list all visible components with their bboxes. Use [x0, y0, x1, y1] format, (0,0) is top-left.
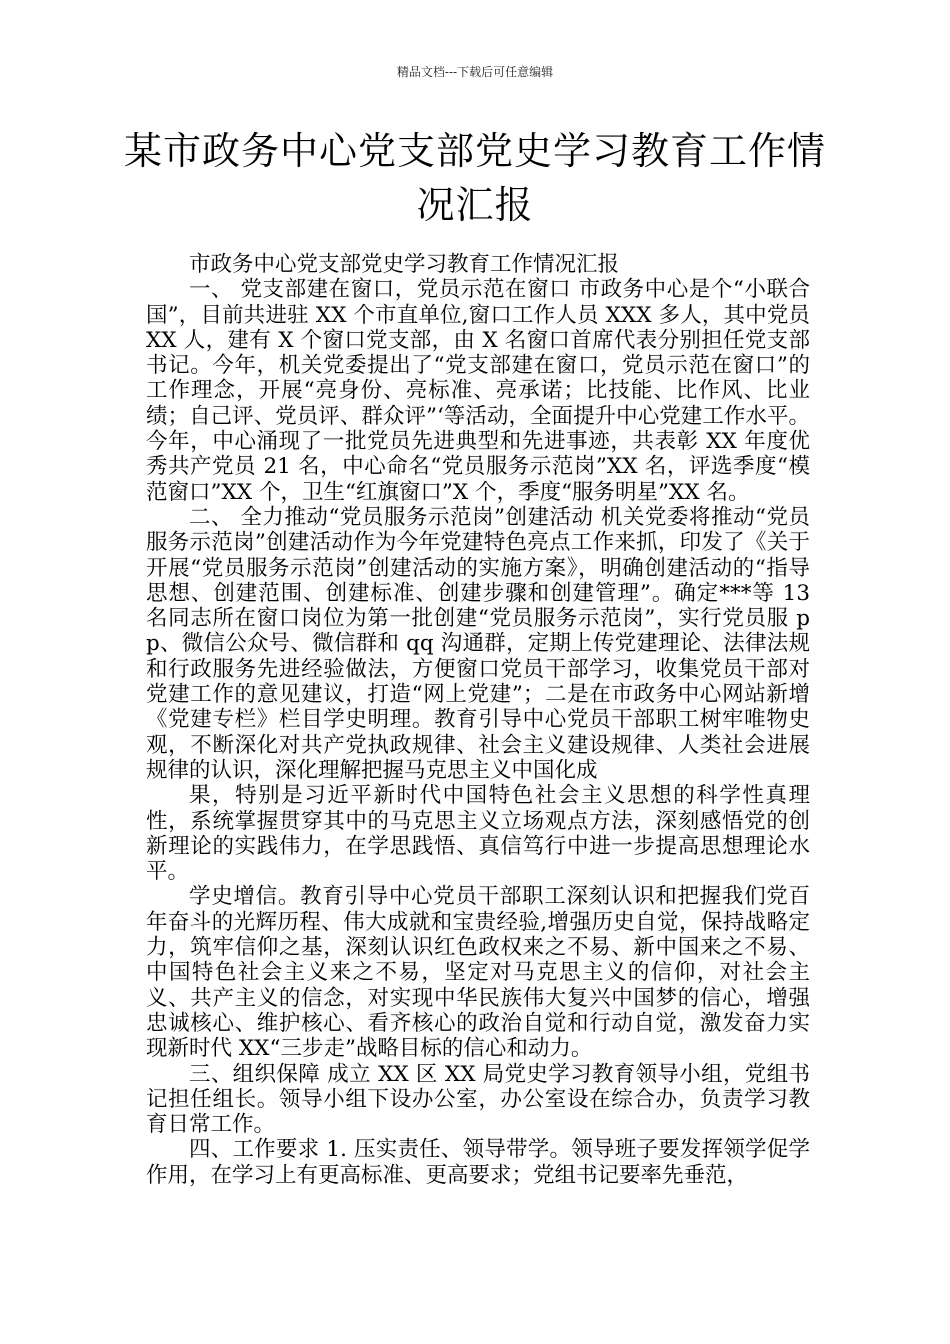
paragraph-section-one: 一、 党支部建在窗口，党员示范在窗口 市政务中心是个“小联合国”，目前共进驻 XX 个市直单位,窗口工作人员 XXX 多人，其中党员 XX 人，建有 X 个窗口党支部，由 X 名窗口首席代表分别担任党支部书记。今年，机关党委提出了“党支部建在窗口，党员示范在窗口”的工作理念，开展“亮身份、亮标准、亮承诺；比技能、比作风、比业绩；自己评、党员评、群众评”‘等活动，全面提升中心党建工作水平。今年，中心涌现了一批党员先进典型和先进事迹，共表彰 XX 年度优秀共产党员 21 名，中心命名“党员服务示范岗”XX 名，评选季度“模范窗口”XX 个，卫生“红旗窗口”X 个，季度“服务明星”XX 名。: [146, 277, 810, 505]
document-title: 某市政务中心党支部党史学习教育工作情况汇报: [123, 129, 826, 227]
paragraph-section-four: 四、工作要求 1. 压实责任、领导带学。领导班子要发挥领学促学作用，在学习上有更高标准、更高要求；党组书记要率先垂范，: [146, 1137, 810, 1188]
paragraph-subtitle: 市政务中心党支部党史学习教育工作情况汇报: [189, 252, 620, 277]
document-header-note: 精品文档---下载后可任意编辑: [396, 65, 554, 79]
paragraph-section-two: 二、 全力推动“党员服务示范岗”创建活动 机关党委将推动“党员服务示范岗”创建活动作为今年党建特色亮点工作来抓，印发了《关于开展“党员服务示范岗”创建活动的实施方案》，明确创建活动的“指导思想、创建范围、创建标准、创建步骤和创建管理”。确定***等 13 名同志所在窗口岗位为第一批创建“党员服务示范岗”，实行党员服 pp、微信公众号、微信群和 qq 沟通群，定期上传党建理论、法律法规和行政服务先进经验做法，方便窗口党员干部学习，收集党员干部对党建工作的意见建议，打造“网上党建”；二是在市政务中心网站新增《党建专栏》栏目学史明理。教育引导中心党员干部职工树牢唯物史观，不断深化对共产党执政规律、社会主义建设规律、人类社会进展规律的认识，深化理解把握马克思主义中国化成: [146, 504, 810, 783]
paragraph-section-three: 三、组织保障 成立 XX 区 XX 局党史学习教育领导小组，党组书记担任组长。领导小组下设办公室，办公室设在综合办，负责学习教育日常工作。: [146, 1061, 810, 1138]
paragraph-history-confidence: 学史增信。教育引导中心党员干部职工深刻认识和把握我们党百年奋斗的光辉历程、伟大成就和宝贵经验,增强历史自觉，保持战略定力，筑牢信仰之基，深刻认识红色政权来之不易、新中国来之不易、中国特色社会主义来之不易，坚定对马克思主义的信仰，对社会主义、共产主义的信念，对实现中华民族伟大复兴中国梦的信心，增强忠诚核心、维护核心、看齐核心的政治自觉和行动自觉，激发奋力实现新时代 XX“三步走”战略目标的信心和动力。: [146, 884, 810, 1062]
document-body: [146, 252, 810, 1188]
paragraph-continuation: 果，特别是习近平新时代中国特色社会主义思想的科学性真理性，系统掌握贯穿其中的马克思主义立场观点方法，深刻感悟党的创新理论的实践伟力，在学思践悟、真信笃行中进一步提高思想理论水平。: [146, 783, 810, 885]
